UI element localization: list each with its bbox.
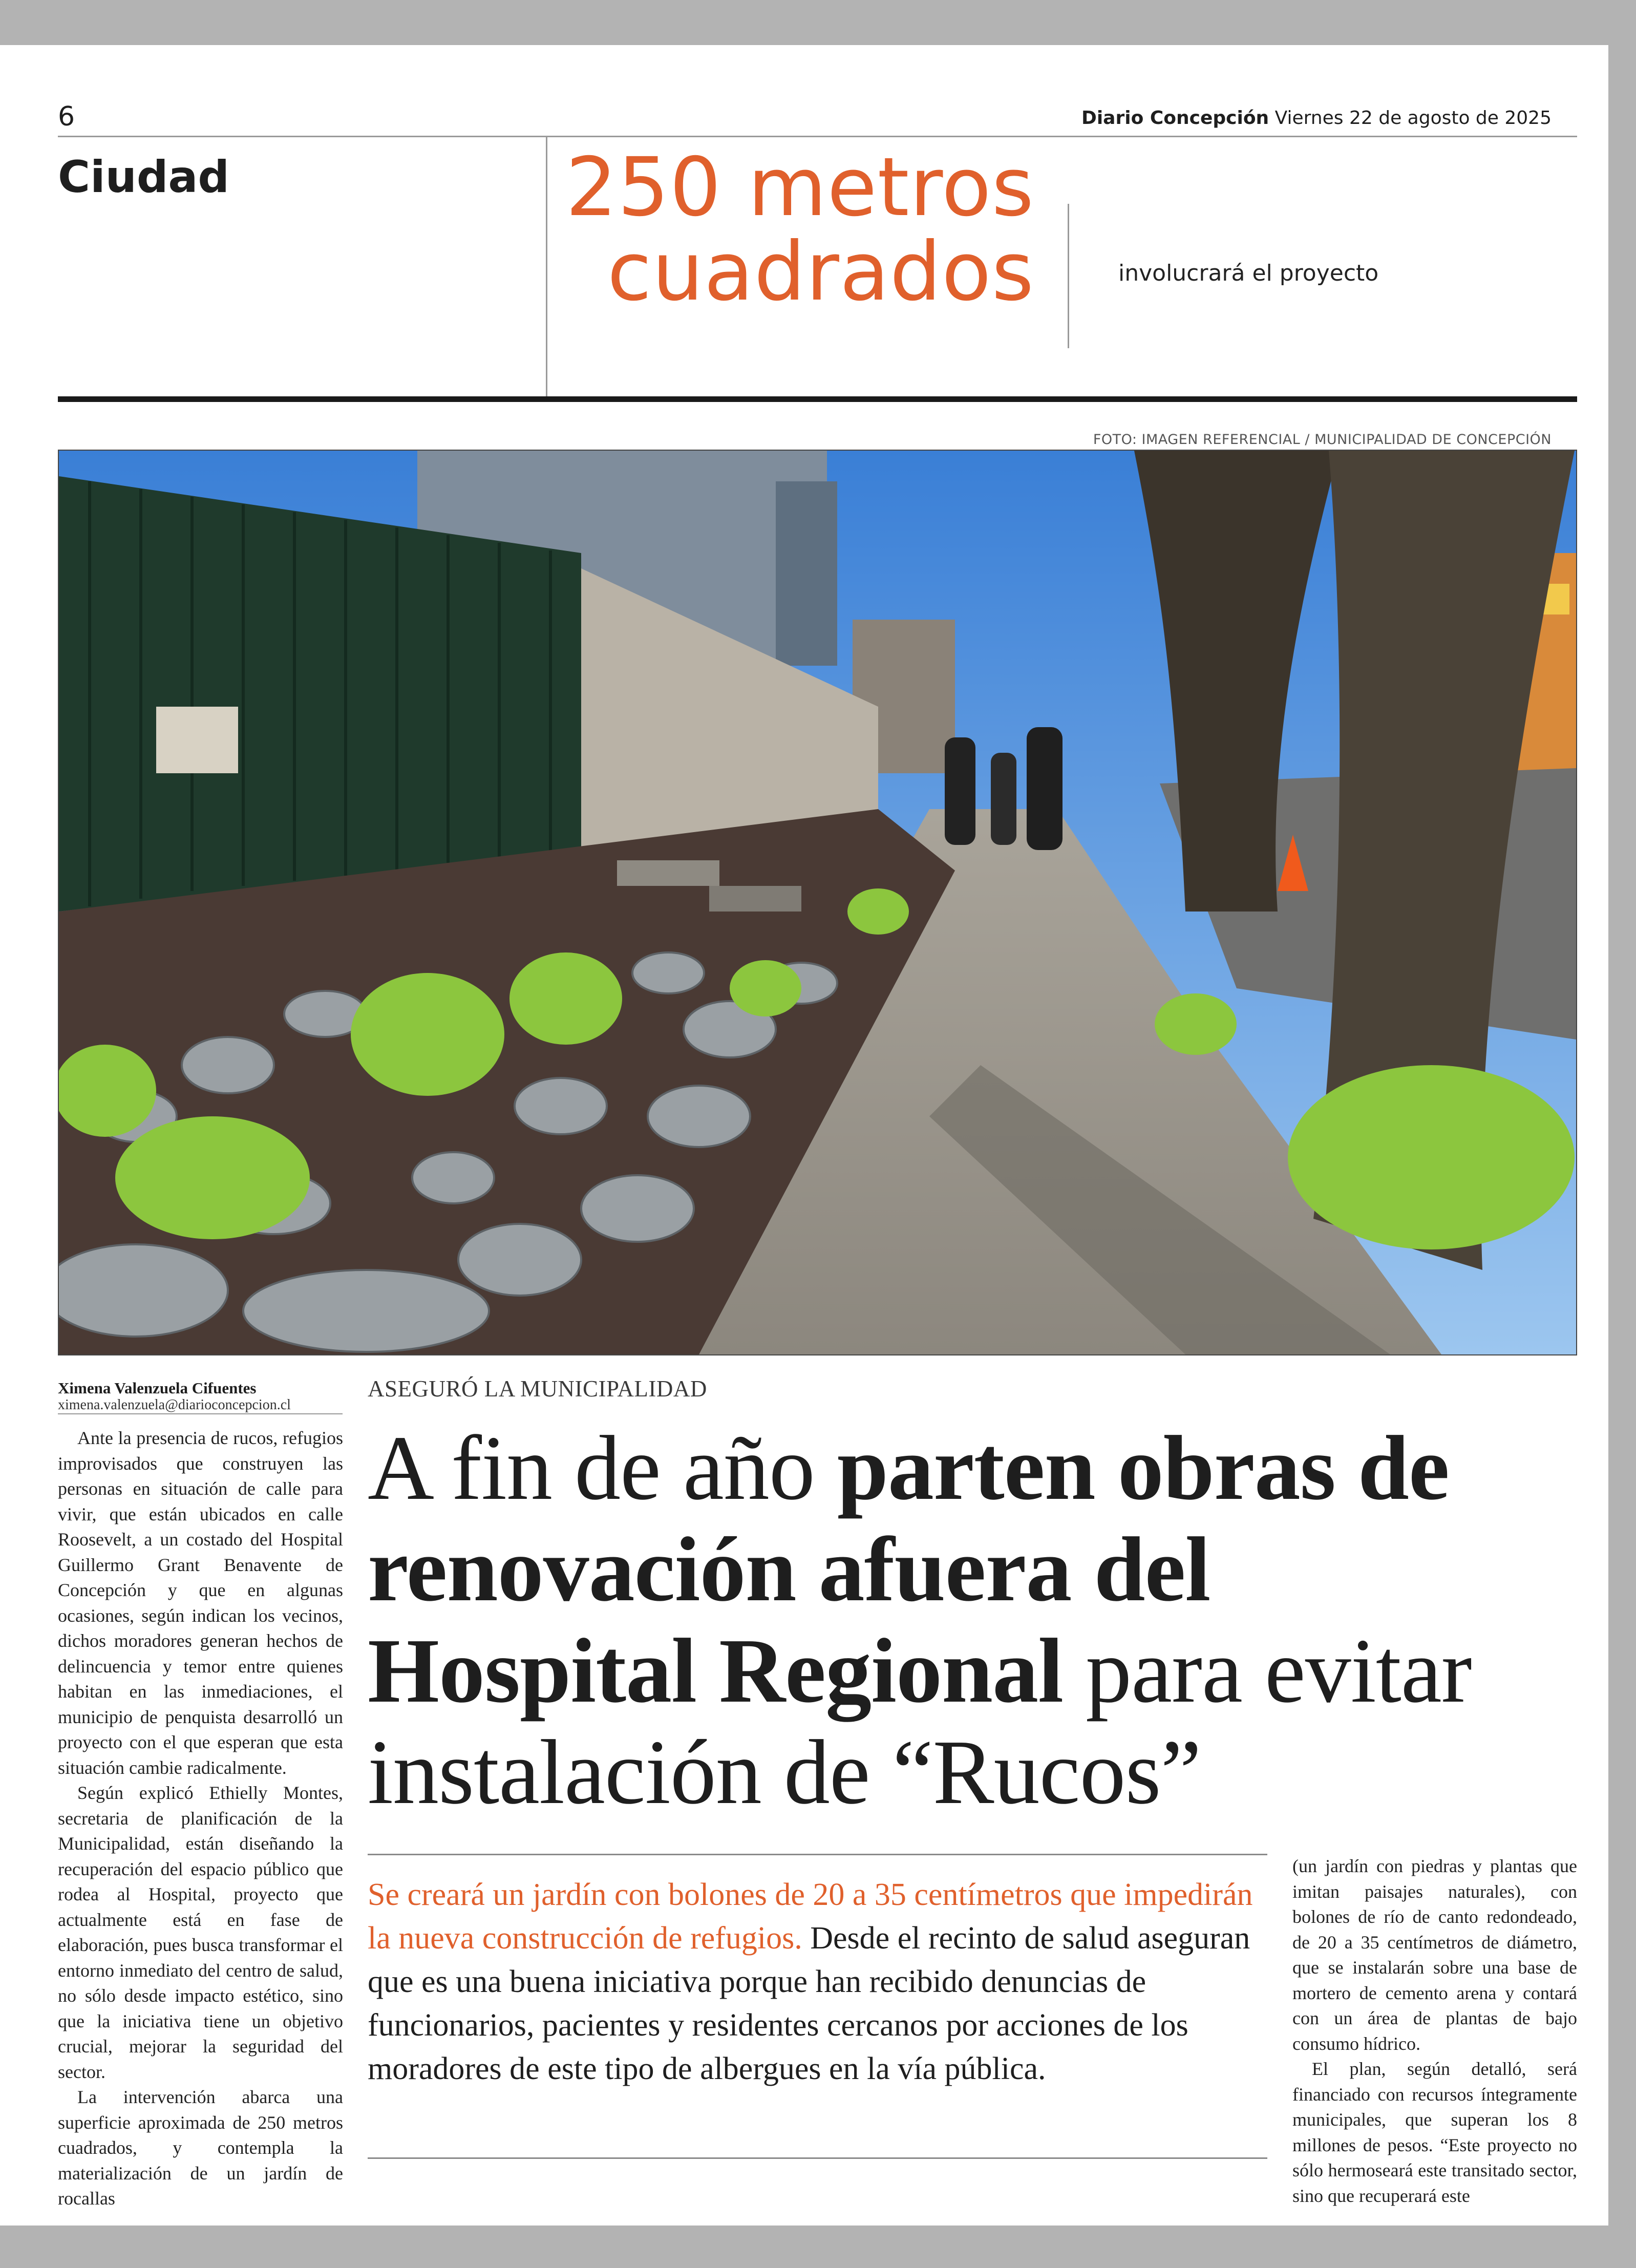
- lead-text: Desde el recinto de salud aseguran que es una buena iniciativa porque han recibido denuncias de funcionarios, pacientes y residentes cercanos por acciones de los moradores de este tipo de albergues en la vía pública.: [368, 1921, 1250, 2086]
- factbox-note: involucrará el proyecto: [1118, 260, 1379, 286]
- article-kicker: ASEGURÓ LA MUNICIPALIDAD: [368, 1376, 707, 1402]
- body-column-1: [58, 1426, 343, 2212]
- dateline: [1081, 108, 1552, 129]
- photo-credit: FOTO: IMAGEN REFERENCIAL / MUNICIPALIDAD DE CONCEPCIÓN: [1093, 432, 1552, 448]
- headline-light-part: para evitar instalación de “Rucos”: [368, 1620, 1472, 1823]
- page-number: 6: [58, 101, 75, 132]
- article-headline: [368, 1417, 1545, 1823]
- body-paragraph: Según explicó Ethielly Montes, secretaria de planificación de la Municipalidad, están diseñando la recuperación del espacio público que rodea al Hospital, proyecto que actualmente está en fase de elaboración, pues busca transformar el entorno inmediato del centro de salud, no sólo desde impacto estético, sino que la iniciativa tiene un objetivo crucial, mejorar la seguridad del sector.: [58, 1783, 343, 2082]
- byline-name: Ximena Valenzuela Cifuentes: [58, 1379, 257, 1397]
- factbox-figure: [563, 140, 1034, 319]
- publication-name: Diario Concepción: [1081, 108, 1269, 129]
- body-paragraph: La intervención abarca una superficie aproximada de 250 metros cuadrados, y contempla la materialización de un jardín de rocallas: [58, 2087, 343, 2209]
- lead-top-rule: [368, 1854, 1267, 1855]
- header-divider: [546, 136, 547, 397]
- lead-bottom-rule: [368, 2157, 1267, 2159]
- headline-light-part: A fin de año: [368, 1417, 837, 1519]
- header-rule: [58, 136, 1577, 137]
- section-title: Ciudad: [58, 152, 229, 203]
- lead-highlight: Se creará un jardín con bolones de 20 a 35 centímetros que impedirán la nueva construcción de refugios.: [368, 1877, 1253, 1956]
- factbox-figure-line2: cuadrados: [607, 225, 1034, 319]
- body-paragraph: El plan, según detalló, será financiado con recursos íntegramente municipales, que superan los 8 millones de pesos. “Este proyecto no sólo hermoseará este transitado sector, sino que recuperará este: [1292, 2059, 1577, 2206]
- factbox-figure-line1: 250 metros: [565, 140, 1034, 235]
- headline-bold-part: parten obras de renovación afuera del Hospital Regional: [368, 1417, 1449, 1722]
- byline-rule: [58, 1413, 343, 1414]
- publication-date: Viernes 22 de agosto de 2025: [1274, 108, 1552, 129]
- article-lead: [368, 1873, 1269, 2091]
- byline-email: ximena.valenzuela@diarioconcepcion.cl: [58, 1397, 291, 1413]
- body-paragraph: (un jardín con piedras y plantas que imitan paisajes naturales), con bolones de río de canto redondeado, de 20 a 35 centímetros de diámetro, que se instalarán sobre una base de mortero de cemento arena y contará con un área de plantas de bajo consumo hídrico.: [1292, 1856, 1577, 2054]
- factbox-divider: [1068, 204, 1069, 348]
- article-photo: [58, 450, 1577, 1355]
- body-paragraph: Ante la presencia de rucos, refugios improvisados que construyen las personas en situación de calle para vivir, que están ubicados en calle Roosevelt, a un costado del Hospital Guillermo Grant Benavente de Concepción y que en algunas ocasiones, según indican los vecinos, dichos moradores generan hechos de delincuencia y temor entre quienes habitan en las inmediaciones, el municipio de penquista desarrolló un proyecto con el que esperan que esta situación cambie radicalmente.: [58, 1428, 343, 1778]
- newspaper-page: [0, 45, 1608, 2225]
- header-thick-rule: [58, 396, 1577, 402]
- body-column-3: [1292, 1854, 1577, 2209]
- photo-illustration: [59, 451, 1576, 1354]
